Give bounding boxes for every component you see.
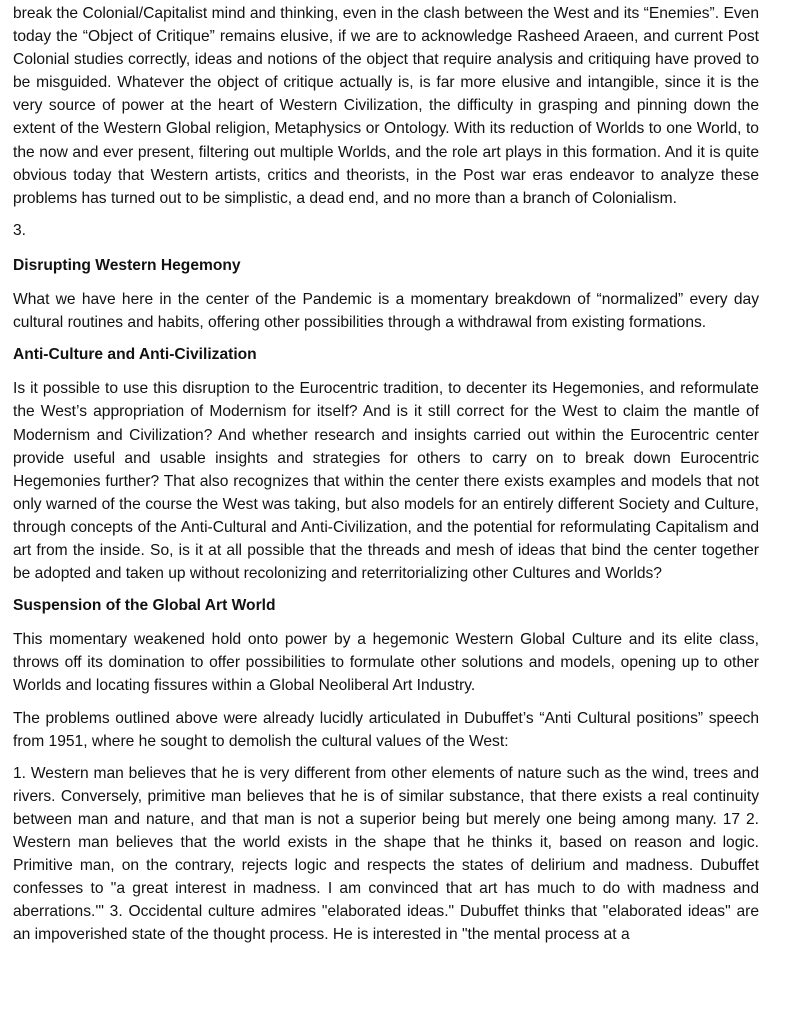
paragraph-dubuffet-points: 1. Western man believes that he is very different from other elements of nature such as the wind, trees and rivers. Conversely, primitive man believes that he is of similar substance, that there exists a real continuity between man and nature, and that man is not a superior being but merely one being among many. 17 2. Western man believes that the world exists in the shape that he thinks it, based on reason and logic. Primitive man, on the contrary, rejects logic and respects the states of delirium and madness. Dubuffet confesses to "a great interest in madness. I am convinced that art has much to do with madness and aberrations.'" 3. Occidental culture admires "elaborated ideas." Dubuffet thinks that "elaborated ideas" are an impoverished state of the thought process. He is interested in "the mental process at a [13,764,759,944]
section-number: 3. [13,221,27,239]
paragraph-weakened-hold: This momentary weakened hold onto power by a hegemonic Western Global Culture and its elite class, throws off its domination to offer possibilities to formulate other solutions and models, opening up to other Worlds and locating fissures within a Global Neoliberal Art Industry. [13,631,759,695]
heading-suspension-global-art-world: Suspension of the Global Art World [13,597,276,615]
paragraph-colonial-critique: break the Colonial/Capitalist mind and thinking, even in the clash between the West and its “Enemies”. Even today the “Object of Critique” remains elusive, if we are to acknowledge Rasheed Araeen, and current Post Colonial studies correctly, ideas and notions of the object that require analysis and critiquing have proved to be misguided. Whatever the object of critique actually is, is far more elusive and intangible, since it is the very source of power at the heart of Western Civilization, the difficulty in grasping and pinning down the extent of the Western Global religion, Metaphysics or Ontology. With its reduction of Worlds to one World, to the now and ever present, filtering out multiple Worlds, and the role art plays in this formation. And it is quite obvious today that Western artists, critics and theorists, in the Post war eras endeavor to analyze these problems has turned out to be simplistic, a dead end, and no more than a branch of Colonialism. [13,5,759,207]
heading-anti-culture: Anti-Culture and Anti-Civilization [13,346,257,364]
paragraph-eurocentric-disruption: Is it possible to use this disruption to the Eurocentric tradition, to decenter its Hegemonies, and reformulate the West’s appropriation of Modernism for itself? And is it still correct for the West to claim the mantle of Modernism and Civilization? And whether research and insights carried out within the Eurocentric center provide useful and usable insights and strategies for others to carry on to break down Eurocentric Hegemonies further? That also recognizes that within the center there exists examples and models that not only warned of the course the West was taking, but also models for an entirely different Society and Culture, through concepts of the Anti-Cultural and Anti-Civilization, and the potential for reformulating Capitalism and art from the inside. So, is it at all possible that the threads and mesh of ideas that bind the center together be adopted and taken up without recolonizing and reterritorializing other Cultures and Worlds? [13,380,759,583]
paragraph-pandemic-breakdown: What we have here in the center of the Pandemic is a momentary breakdown of “normalized” every day cultural routines and habits, offering other possibilities through a withdrawal from existing formations. [13,291,759,332]
document-page [13,2,759,946]
heading-disrupting-western-hegemony: Disrupting Western Hegemony [13,256,241,274]
paragraph-dubuffet-intro: The problems outlined above were already lucidly articulated in Dubuffet’s “Anti Cultural positions” speech from 1951, where he sought to demolish the cultural values of the West: [13,709,759,750]
